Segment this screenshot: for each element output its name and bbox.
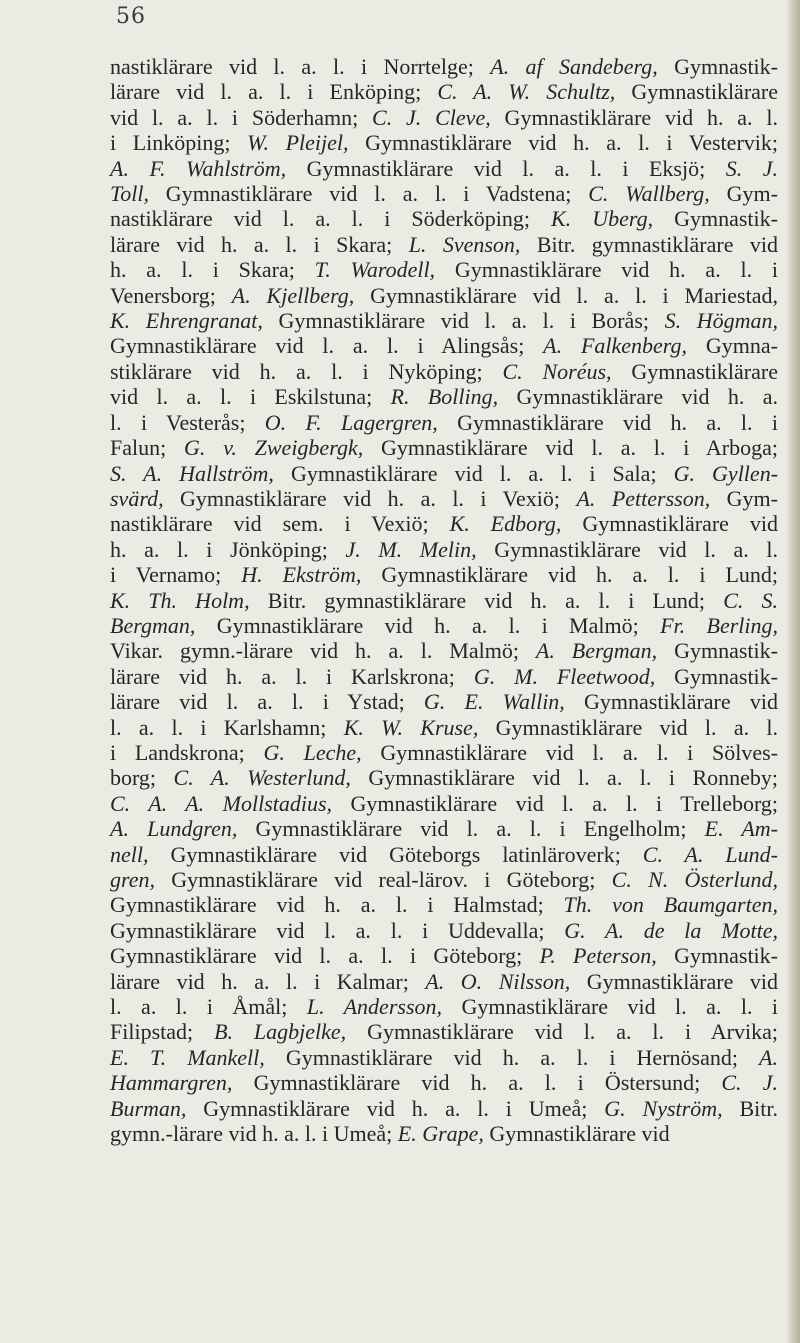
page-edge-shadow [786,0,800,1343]
person-name: Toll, [110,181,149,207]
person-name: Fr. Berling, [660,612,779,638]
person-name: G. v. Zweigbergk, [184,435,364,461]
person-name: G. Nyström, [604,1095,723,1121]
person-name: svärd, [110,485,164,511]
text-run: vid l. a. l. i Söderhamn; [110,104,373,130]
text-run: Gymnastiklärare vid l. a. l. [478,714,778,740]
text-run: l. a. l. i Åmål; [110,994,307,1020]
person-name: C. A. W. Schultz, [437,79,616,105]
text-run: i Landskrona; [110,739,264,765]
text-run: Gymnastiklärare vid l. a. l. i Borås; [262,308,665,334]
text-line [110,588,778,613]
text-line [110,943,778,968]
person-name: A. O. Nilsson, [425,968,571,994]
person-name: L. Svenson, [408,231,521,257]
text-run: Gymnastiklärare vid [483,1121,670,1147]
text-line [110,765,778,790]
text-run: Gymnastik- [653,206,778,232]
text-run: Gymna- [687,333,779,359]
person-name: G. Leche, [263,739,362,765]
text-run: Gymnastiklärare vid l. a. l. i Eksjö; [286,155,726,181]
text-line [110,384,778,409]
text-line [110,994,778,1019]
text-run: Gymnastiklärare vid h. a. l. i Vexiö; [163,485,577,511]
person-name: A. Falkenberg, [543,333,688,359]
text-line [110,435,778,460]
text-line [110,1045,778,1070]
text-run: lärare vid h. a. l. i Skara; [110,231,409,257]
text-run: Gymnastiklärare vid l. a. l. i [442,994,778,1020]
text-run: Gymnastiklärare vid [561,511,778,537]
person-name: C. S. [723,587,778,613]
text-line [110,867,778,892]
person-name: nell, [110,841,149,867]
text-run: l. i Vesterås; [110,409,265,435]
text-run: Gymnastiklärare vid [570,968,778,994]
person-name: E. Am- [704,816,778,842]
text-run: lärare vid l. a. l. i Ystad; [110,689,424,715]
body-text [110,54,778,1146]
text-line [110,1019,778,1044]
text-run: Gymnastiklärare vid [564,689,778,715]
text-line [110,232,778,257]
text-run: vid l. a. l. i Eskilstuna; [110,384,391,410]
person-name: Bergman, [110,612,196,638]
text-line [110,359,778,384]
text-run: i Vernamo; [110,562,242,588]
person-name: C. N. Österlund, [611,867,778,892]
text-run: Gymnastiklärare vid l. a. l. i Mariestad, [354,282,778,308]
person-name: A. Kjellberg, [231,282,355,308]
text-run: Gymnastik- [657,54,778,79]
text-line [110,537,778,562]
text-line [110,969,778,994]
text-line [110,562,778,587]
person-name: G. E. Wallin, [423,689,565,715]
text-run: Gymnastik- [657,638,778,664]
person-name: G. M. Fleetwood, [473,663,656,689]
text-line [110,791,778,816]
text-line [110,283,778,308]
text-run: l. a. l. i Karlshamn; [110,714,344,740]
text-run: Gymnastiklärare vid h. a. l. i Hernösand; [264,1044,760,1070]
person-name: Hammargren, [110,1070,233,1096]
person-name: C. A. Westerlund, [173,765,351,791]
text-line [110,410,778,435]
person-name: K. W. Kruse, [343,714,479,740]
text-line [110,461,778,486]
text-line [110,257,778,282]
person-name: O. F. Lagergren, [264,409,438,435]
text-run: Venersborg; [110,282,232,308]
text-run: Gymnastiklärare vid h. a. l. [490,104,778,130]
text-run: Gymnastiklärare vid l. a. l. i Sala; [273,460,674,486]
person-name: A. Lundgren, [110,816,238,842]
person-name: C. J. Cleve, [372,104,491,130]
text-line [110,740,778,765]
text-run: Gymnastiklärare vid l. a. l. i Vadstena; [148,181,589,207]
person-name: S. J. [725,155,778,181]
text-run: i Linköping; [110,130,248,156]
text-run: Gymnastiklärare vid l. a. l. i Sölves- [361,739,778,765]
text-run: stiklärare vid h. a. l. i Nyköping; [110,358,503,384]
text-line [110,486,778,511]
person-name: A. Pettersson, [576,485,711,511]
text-run: Gymnastiklärare vid l. a. l. i Engelholm; [237,816,705,842]
person-name: R. Bolling, [390,384,499,410]
person-name: Th. von Baumgarten, [563,892,778,918]
person-name: L. Andersson, [306,994,442,1020]
text-run: Gymnastiklärare vid h. a. l. i Östersund; [232,1070,722,1096]
text-run: Gym- [710,485,778,511]
text-line [110,1096,778,1121]
text-run: Gymnastiklärare vid h. a. l. i Vestervik; [348,130,778,156]
person-name: S. Högman, [664,308,779,334]
text-run: Gymnastiklärare vid l. a. l. i Uddevalla; [110,917,565,943]
text-run: h. a. l. i Jönköping; [110,536,346,562]
person-name: C. Wallberg, [588,181,710,207]
person-name: E. Grape, [397,1121,484,1147]
text-run: Vikar. gymn.-lärare vid h. a. l. Malmö; [110,638,536,664]
text-run: Gymnastiklärare vid h. a. l. i Lund; [361,562,779,588]
text-run: Gymnastiklärare vid h. a. l. i Umeå; [186,1095,605,1121]
text-line [110,511,778,536]
text-line [110,918,778,943]
person-name: gren, [110,867,156,892]
person-name: K. Ehrengranat, [110,308,263,334]
text-run: nastiklärare vid l. a. l. i Norrtelge; [110,54,491,79]
text-run: Gymnastiklärare vid l. a. l. i Arvika; [346,1019,779,1045]
text-line [110,689,778,714]
person-name: A. F. Wahlström, [110,155,287,181]
text-run: Gymnastiklärare vid h. a. l. i Malmö; [195,612,661,638]
person-name: S. A. Hallström, [110,460,274,486]
text-run: lärare vid l. a. l. i Enköping; [110,79,438,105]
person-name: P. Peterson, [539,943,657,969]
text-run: Bitr. [722,1095,778,1121]
text-line [110,613,778,638]
text-line [110,206,778,231]
text-line [110,181,778,206]
text-run: Gymnastiklärare vid l. a. l. i Alingsås; [110,333,544,359]
text-line [110,105,778,130]
person-name: J. M. Melin, [345,536,477,562]
person-name: W. Pleijel, [247,130,349,156]
text-line [110,156,778,181]
text-run: nastiklärare vid l. a. l. i Söderköping; [110,206,551,232]
text-run: Gymnastiklärare vid h. a. l. i [435,257,778,283]
text-line [110,308,778,333]
text-line [110,664,778,689]
text-run: Gymnastiklärare vid l. a. l. i Trelleborg; [332,790,778,816]
person-name: K. Th. Holm, [110,587,250,613]
person-name: C. A. A. Mollstadius, [110,790,333,816]
text-line [110,54,778,79]
text-run: Falun; [110,435,185,461]
person-name: K. Edborg, [449,511,562,537]
person-name: C. J. [721,1070,778,1096]
person-name: G. A. de la Motte, [564,917,779,943]
text-run: lärare vid h. a. l. i Kalmar; [110,968,426,994]
text-run: borg; [110,765,174,791]
person-name: A. [759,1044,778,1070]
text-run: Gymnastiklärare [611,358,778,384]
person-name: T. Warodell, [314,257,436,283]
text-line [110,715,778,740]
text-line [110,130,778,155]
text-run: Gym- [709,181,778,207]
page-number: 56 [116,4,146,29]
text-run: Gymnastik- [655,663,778,689]
text-line [110,816,778,841]
person-name: C. A. Lund- [642,841,778,867]
text-run: Gymnastiklärare vid Göteborgs latinläroverk; [148,841,643,867]
text-run: Gymnastiklärare vid h. a. l. i [437,409,778,435]
text-run: Gymnastiklärare vid l. a. l. i Ronneby; [350,765,779,791]
text-line [110,1070,778,1095]
text-line [110,842,778,867]
text-run: h. a. l. i Skara; [110,257,315,283]
text-run: Gymnastiklärare vid l. a. l. i Göteborg; [110,943,540,969]
text-run: Bitr. gymnastiklärare vid h. a. l. i Lund; [249,587,724,613]
text-run: Gymnastiklärare vid h. a. [498,384,778,410]
text-run: gymn.-lärare vid h. a. l. i Umeå; [110,1121,398,1147]
person-name: H. Ekström, [241,562,362,588]
text-run: Gymnastiklärare vid h. a. l. i Halmstad; [110,892,564,918]
text-run: Gymnastik- [656,943,778,969]
person-name: E. T. Mankell, [110,1044,265,1070]
text-run: Gymnastiklärare vid l. a. l. [476,536,778,562]
text-line [110,79,778,104]
person-name: A. af Sandeberg, [490,54,658,79]
person-name: Burman, [110,1095,187,1121]
person-name: K. Uberg, [551,206,654,232]
text-line [110,638,778,663]
text-line [110,333,778,358]
text-line [110,1121,778,1146]
text-run: Bitr. gymnastiklärare vid [520,231,778,257]
person-name: C. Noréus, [502,358,612,384]
text-line [110,892,778,917]
text-run: lärare vid h. a. l. i Karlskrona; [110,663,474,689]
text-run: nastiklärare vid sem. i Vexiö; [110,511,450,537]
person-name: B. Lagbjelke, [214,1019,347,1045]
text-run: Gymnastiklärare [615,79,778,105]
text-run: Gymnastiklärare vid l. a. l. i Arboga; [363,435,778,461]
person-name: A. Bergman, [535,638,658,664]
text-run: Gymnastiklärare vid real-lärov. i Göteborg; [155,867,612,892]
text-run: Filipstad; [110,1019,215,1045]
person-name: G. Gyllen- [673,460,779,486]
